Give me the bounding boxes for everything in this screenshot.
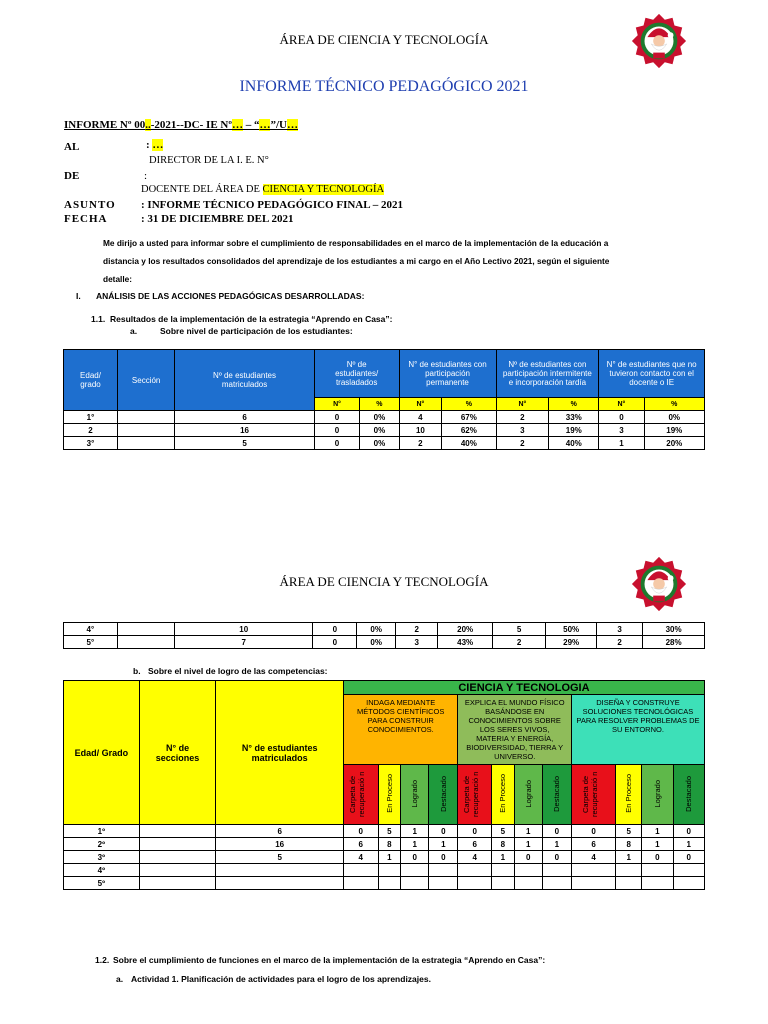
table-cell: 1	[673, 838, 704, 851]
level-label: Carpeta de recuperació n	[347, 770, 366, 817]
report-title: INFORME TÉCNICO PEDAGÓGICO 2021	[239, 78, 529, 95]
asunto-value: : INFORME TÉCNICO PEDAGÓGICO FINAL – 2021	[141, 199, 403, 211]
subheader-n: N°	[399, 398, 442, 411]
de-line2: DOCENTE DEL ÁREA DE CIENCIA Y TECNOLOGÍA	[141, 184, 385, 195]
activity-letter: a.	[116, 974, 124, 984]
competencies-table	[63, 680, 705, 890]
subsection-11-title: Resultados de la implementación de la estrategia “Aprendo en Casa”:	[110, 314, 393, 324]
level-header-destacado	[673, 765, 704, 825]
header-edad: Edad/ grado	[64, 350, 118, 411]
level-header-destacado	[542, 765, 571, 825]
table-cell	[642, 864, 673, 877]
level-label: En Proceso	[624, 774, 634, 813]
table-cell: 50%	[546, 623, 597, 636]
table-cell	[343, 877, 378, 890]
table-cell	[429, 864, 458, 877]
table-cell	[642, 877, 673, 890]
table-cell	[117, 424, 174, 437]
competency-disena: DISEÑA Y CONSTRUYE SOLUCIONES TECNOLÓGICAS PARA RESOLVER PROBLEMAS DE SU ENTORNO.	[571, 695, 704, 765]
level-label: Logrado	[410, 779, 420, 808]
table-cell: 5º	[64, 877, 140, 890]
table-cell: 6	[343, 838, 378, 851]
table-cell: 0%	[360, 437, 399, 450]
table-cell: 6	[458, 838, 492, 851]
level-label: Logrado	[523, 779, 533, 808]
table-cell: 0	[542, 851, 571, 864]
table-cell: 0	[514, 851, 542, 864]
table-cell	[139, 851, 216, 864]
table-cell: 2	[395, 623, 437, 636]
table-cell: 1	[642, 838, 673, 851]
table-cell	[616, 864, 642, 877]
level-label: Carpeta de recuperació n	[580, 770, 599, 817]
santa-christmas-logo-icon	[630, 12, 688, 70]
participation-table	[63, 349, 705, 450]
table-cell	[571, 864, 615, 877]
level-header-carpeta	[571, 765, 615, 825]
table-cell: 7	[175, 636, 313, 649]
table-cell: 6	[175, 411, 314, 424]
table-cell: 1	[599, 437, 644, 450]
activity-title: Actividad 1. Planificación de actividades para el logro de los aprendizajes.	[131, 974, 431, 984]
table-cell: 8	[378, 838, 401, 851]
table-cell: 2º	[64, 838, 140, 851]
table-cell	[571, 877, 615, 890]
subsection-b-title: Sobre el nivel de logro de las competencias:	[148, 666, 328, 676]
section-i-title: ANÁLISIS DE LAS ACCIONES PEDAGÓGICAS DESARROLLADAS:	[96, 291, 365, 301]
header-permanente: N° de estudiantes con participación permanente	[399, 350, 496, 398]
table-cell: 43%	[438, 636, 492, 649]
table-cell	[429, 877, 458, 890]
header-intermitente: Nº de estudiantes con participación intermitente e incorporación tardía	[496, 350, 599, 398]
table-cell: 6	[216, 825, 344, 838]
table-cell: 0%	[360, 411, 399, 424]
table-cell: 0	[599, 411, 644, 424]
subsection-b-letter: b.	[133, 666, 141, 676]
table-cell	[458, 864, 492, 877]
table-cell: 0%	[357, 623, 396, 636]
subheader-pct: %	[442, 398, 496, 411]
subheader-pct: %	[549, 398, 599, 411]
table-cell	[401, 877, 429, 890]
table-cell: 5	[175, 437, 314, 450]
table-cell	[378, 864, 401, 877]
table-cell: 1	[401, 825, 429, 838]
level-header-proceso	[616, 765, 642, 825]
table-row	[64, 623, 705, 636]
section-i-number: I.	[76, 291, 81, 301]
table-row	[64, 877, 705, 890]
table-row	[64, 825, 705, 838]
level-header-logrado	[642, 765, 673, 825]
table-cell: 0	[673, 851, 704, 864]
table-cell	[117, 623, 175, 636]
table-cell: 29%	[546, 636, 597, 649]
table-cell: 0	[542, 825, 571, 838]
table-cell: 16	[216, 838, 344, 851]
table-cell: 67%	[442, 411, 496, 424]
table-cell: 8	[616, 838, 642, 851]
subsection-a-letter: a.	[130, 326, 138, 336]
subsection-12-number: 1.2.	[95, 955, 110, 965]
table-cell: 1	[514, 825, 542, 838]
table-cell: 20%	[438, 623, 492, 636]
level-label: Destacado	[438, 775, 448, 812]
level-header-proceso	[378, 765, 401, 825]
table-cell	[139, 838, 216, 851]
table-cell: 2	[597, 636, 643, 649]
al-line2: DIRECTOR DE LA I. E. N°	[149, 155, 269, 166]
table-cell	[491, 877, 514, 890]
table-cell: 3	[597, 623, 643, 636]
table-cell: 2	[64, 424, 118, 437]
table-row	[64, 424, 705, 437]
table-row	[64, 864, 705, 877]
header-sin-contacto: N° de estudiantes que no tuvieron contacto con el docente o IE	[599, 350, 705, 398]
table-cell: 0	[314, 424, 360, 437]
table-cell: 3	[395, 636, 437, 649]
table-cell: 1	[401, 838, 429, 851]
table-cell: 1	[642, 825, 673, 838]
level-header-carpeta	[458, 765, 492, 825]
table-cell: 0	[343, 825, 378, 838]
header-matriculados: Nº de estudiantes matriculados	[175, 350, 314, 411]
level-label: En Proceso	[498, 774, 508, 813]
header-area: CIENCIA Y TECNOLOGIA	[343, 681, 704, 695]
table-cell: 0%	[360, 424, 399, 437]
table-cell	[378, 877, 401, 890]
header-matriculados: N° de estudiantes matriculados	[216, 681, 344, 825]
table-cell: 0	[401, 851, 429, 864]
table-cell	[139, 825, 216, 838]
table-cell: 1º	[64, 825, 140, 838]
page2-area-title: ÁREA DE CIENCIA Y TECNOLOGÍA	[279, 574, 489, 589]
table-cell: 5	[216, 851, 344, 864]
table-cell	[139, 864, 216, 877]
table-cell	[514, 864, 542, 877]
level-label: En Proceso	[384, 774, 394, 813]
table-cell: 0	[571, 825, 615, 838]
table-cell: 10	[399, 424, 442, 437]
table-row	[64, 838, 705, 851]
table-cell	[117, 411, 174, 424]
table-cell: 5	[616, 825, 642, 838]
table-cell: 5	[492, 623, 545, 636]
table-cell: 0	[313, 636, 357, 649]
table-cell	[542, 877, 571, 890]
al-label: AL	[64, 141, 80, 153]
level-header-destacado	[429, 765, 458, 825]
table-cell	[673, 864, 704, 877]
subsection-a-title: Sobre nivel de participación de los estudiantes:	[160, 326, 353, 336]
table-cell: 1	[378, 851, 401, 864]
level-header-carpeta	[343, 765, 378, 825]
table-cell: 2	[399, 437, 442, 450]
table-cell: 0%	[644, 411, 704, 424]
table-cell	[139, 877, 216, 890]
table-cell: 10	[175, 623, 313, 636]
table-cell	[458, 877, 492, 890]
level-label: Destacado	[684, 775, 694, 812]
table-cell: 4°	[64, 623, 118, 636]
table-cell: 3	[496, 424, 549, 437]
asunto-label: ASUNTO	[64, 199, 116, 211]
table-cell: 19%	[549, 424, 599, 437]
table-cell: 0	[673, 825, 704, 838]
header-secciones: N° de secciones	[139, 681, 216, 825]
table-cell	[542, 864, 571, 877]
fecha-label: FECHA	[64, 213, 108, 225]
table-cell: 0	[429, 825, 458, 838]
table-cell: 6	[571, 838, 615, 851]
subheader-n: N°	[314, 398, 360, 411]
table-cell: 1	[491, 851, 514, 864]
informe-number: INFORME Nº 00..-2021--DC- IE Nº… – “…”/U…	[64, 119, 298, 131]
table-cell: 3	[599, 424, 644, 437]
subheader-pct: %	[360, 398, 399, 411]
competency-explica: EXPLICA EL MUNDO FÍSICO BASÁNDOSE EN CONOCIMIENTOS SOBRE LOS SERES VIVOS, MATERIA Y ENERGÍA, BIODIVERSIDAD, TIERRA Y UNIVERSO.	[458, 695, 571, 765]
fecha-value: : 31 DE DICIEMBRE DEL 2021	[141, 213, 294, 225]
table-cell: 0	[429, 851, 458, 864]
level-header-logrado	[514, 765, 542, 825]
de-label: DE	[64, 170, 80, 182]
header-edad-grado: Edad/ Grado	[64, 681, 140, 825]
table-cell	[117, 437, 174, 450]
table-cell: 4	[343, 851, 378, 864]
santa-christmas-logo-icon	[630, 555, 688, 613]
table-cell: 4	[458, 851, 492, 864]
table-cell: 5	[378, 825, 401, 838]
table-cell: 5°	[64, 636, 118, 649]
table-cell: 1°	[64, 411, 118, 424]
level-label: Carpeta de recuperació n	[461, 770, 480, 817]
table-cell: 0	[642, 851, 673, 864]
table-cell: 1	[429, 838, 458, 851]
paragraph-line-3: detalle:	[103, 274, 133, 284]
header-seccion: Sección	[117, 350, 174, 411]
al-value: : …	[146, 139, 164, 151]
table-row	[64, 851, 705, 864]
subsection-12-title: Sobre el cumplimiento de funciones en el marco de la implementación de la estrategia “Aprendo en Casa”:	[113, 955, 546, 965]
level-label: Logrado	[652, 779, 662, 808]
table-cell: 30%	[643, 623, 705, 636]
table-cell: 0	[314, 437, 360, 450]
table-cell: 19%	[644, 424, 704, 437]
table-cell: 28%	[643, 636, 705, 649]
table-cell	[673, 877, 704, 890]
table-cell: 1	[514, 838, 542, 851]
table-cell: 4º	[64, 864, 140, 877]
table-cell: 8	[491, 838, 514, 851]
table-cell: 20%	[644, 437, 704, 450]
table-cell	[343, 864, 378, 877]
table-cell: 4	[571, 851, 615, 864]
table-cell: 33%	[549, 411, 599, 424]
table-cell: 16	[175, 424, 314, 437]
table-cell: 5	[491, 825, 514, 838]
table-cell: 4	[399, 411, 442, 424]
page1-area-title: ÁREA DE CIENCIA Y TECNOLOGÍA	[279, 32, 489, 47]
table-cell	[491, 864, 514, 877]
table-cell	[216, 864, 344, 877]
table-row	[64, 411, 705, 424]
table-cell: 1	[542, 838, 571, 851]
table-cell: 40%	[549, 437, 599, 450]
table-cell: 3°	[64, 437, 118, 450]
table-cell: 0	[458, 825, 492, 838]
table-cell: 0%	[357, 636, 396, 649]
table-row	[64, 636, 705, 649]
table-cell: 3º	[64, 851, 140, 864]
table-cell: 2	[496, 437, 549, 450]
paragraph-line-1: Me dirijo a usted para informar sobre el cumplimiento de responsabilidades en el marco de la implementación de la educación a	[103, 238, 609, 248]
table-cell: 0	[314, 411, 360, 424]
participation-table-continued	[63, 622, 705, 649]
table-cell	[401, 864, 429, 877]
de-colon: :	[144, 170, 148, 182]
subheader-pct: %	[644, 398, 704, 411]
table-cell: 0	[313, 623, 357, 636]
level-label: Destacado	[552, 775, 562, 812]
subheader-n: N°	[599, 398, 644, 411]
level-header-logrado	[401, 765, 429, 825]
table-cell	[514, 877, 542, 890]
subsection-11-number: 1.1.	[91, 314, 106, 324]
competency-indaga: INDAGA MEDIANTE MÉTODOS CIENTÍFICOS PARA CONSTRUIR CONOCIMIENTOS.	[343, 695, 458, 765]
table-cell: 40%	[442, 437, 496, 450]
table-cell: 62%	[442, 424, 496, 437]
table-cell: 2	[496, 411, 549, 424]
table-cell	[216, 877, 344, 890]
paragraph-line-2: distancia y los resultados consolidados del aprendizaje de los estudiantes a mi cargo en el Año Lectivo 2021, según el siguiente	[103, 256, 610, 266]
table-cell: 1	[616, 851, 642, 864]
header-trasladados: Nº de estudiantes/ trasladados	[314, 350, 399, 398]
table-cell	[616, 877, 642, 890]
level-header-proceso	[491, 765, 514, 825]
subheader-n: N°	[496, 398, 549, 411]
table-cell	[117, 636, 175, 649]
table-cell: 2	[492, 636, 545, 649]
table-row	[64, 437, 705, 450]
